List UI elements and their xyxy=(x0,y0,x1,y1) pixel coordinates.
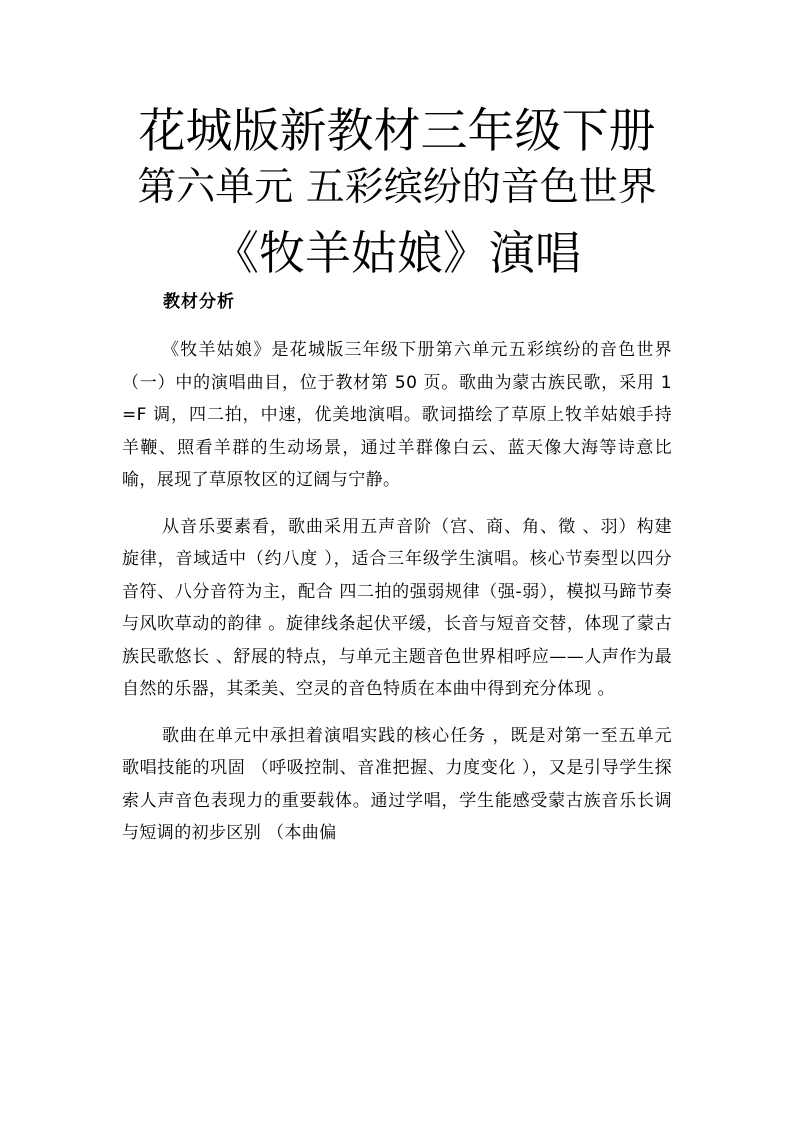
title-textbook: 花城版新教材三年级下册 xyxy=(138,104,656,159)
body-text xyxy=(122,334,672,850)
title-song: 《牧羊姑娘》演唱 xyxy=(213,226,581,280)
paragraph-unit-role: 歌曲在单元中承担着演唱实践的核心任务 ，既是对第一至五单元歌唱技能的巩固 （呼吸控制、音准把握、力度变化 ），又是引导学生探索人声音色表现力的重要载体。通过学唱，学生能感受蒙古族音乐长调与短调的初步区别 （本曲偏 xyxy=(122,725,672,843)
paragraph-music-elements: 从音乐要素看，歌曲采用五声音阶（宫、商、角、徵 、羽）构建旋律，音域适中（约八度 ），适合三年级学生演唱。核心节奏型以四分音符、八分音符为主，配合 四二拍的强弱规律（强-弱），模拟马蹄节奏与风吹草动的韵律 。旋律线条起伏平缓，长音与短音交替，体现了蒙古族民歌悠长 、舒展的特点，与单元主题音色世界相呼应——人声作为最自然的乐器，其柔美、空灵的音色特质在本曲中得到充分体现 。 xyxy=(122,516,672,699)
paragraph-intro: 《牧羊姑娘》是花城版三年级下册第六单元五彩缤纷的音色世界（一）中的演唱曲目，位于教材第 50 页。歌曲为蒙古族民歌，采用 1=F 调，四二拍，中速，优美地演唱。歌词描绘了草原上牧羊姑娘手持羊鞭、照看羊群的生动场景，通过羊群像白云、蓝天像大海等诗意比喻，展现了草原牧区的辽阔与宁静。 xyxy=(122,340,672,490)
section-heading: 教材分析 xyxy=(163,292,235,312)
title-unit: 第六单元 五彩缤纷的音色世界 xyxy=(137,165,657,210)
